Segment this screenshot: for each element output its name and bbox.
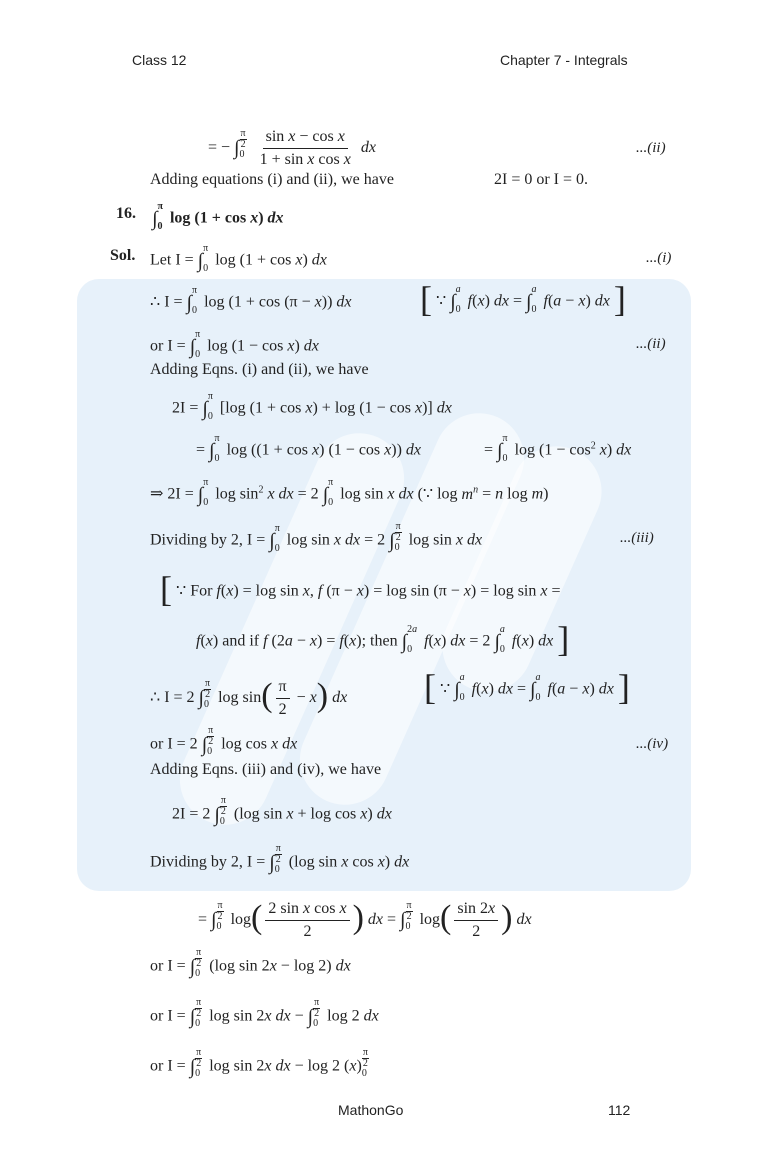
equation-tag: ...(iii) bbox=[620, 530, 654, 546]
equation-line: 2I = ∫ π 0 [log (1 + cos x) + log (1 − cos x)] dx bbox=[172, 391, 452, 422]
equation-line: 2I = 2 ∫ π 2 0 (log sin x + log cos x) dx bbox=[172, 795, 392, 827]
solution-label: Sol. bbox=[110, 247, 136, 264]
equation-line: ∴ I = 2 ∫ π 2 0 log sin( $\frac{\pi}{2}$ − x) dx bbox=[150, 677, 348, 718]
equation-line: or I = 2 ∫ π 2 0 log cos x dx bbox=[150, 725, 298, 757]
result-text: 2I = 0 or I = 0. bbox=[494, 171, 589, 188]
adding-equations-text: Adding Eqns. (iii) and (iv), we have bbox=[150, 761, 382, 778]
equation-line: ∴ I = ∫ π 0 log (1 + cos (π − x)) dx bbox=[150, 285, 352, 316]
equation-line: ⇒ 2I = ∫ π 0 $\log \sin^2 x$ dx = 2 ∫ π 0 log sin x dx (∵ $\log m^n = n$ log m) bbox=[150, 477, 549, 508]
equation-line: = ∫ π 0 $\log (1 - \cos^2 x)$ dx bbox=[484, 433, 632, 464]
equation-line: Dividing by 2, I = ∫ π 2 0 (log sin x cos x) dx bbox=[150, 843, 410, 875]
footer-brand: MathonGo bbox=[338, 1102, 404, 1118]
equation-line: or I = ∫ π 2 0 (log sin 2x − log 2) dx bbox=[150, 947, 351, 979]
property-note: [ ∵ For f(x) = log sin x, f (π − x) = log sin (π − x) = log sin x = bbox=[160, 569, 561, 609]
equation-line: = − ∫ π 2 0 $\frac{\text{sin x − cos x}}{\text{1 + sin x cos x}}$ dx bbox=[208, 128, 376, 168]
equation-line: = ∫ π 0 log ((1 + cos x) (1 − cos x)) dx bbox=[196, 433, 422, 464]
header-class: Class 12 bbox=[132, 52, 187, 68]
equation-tag: ...(ii) bbox=[636, 140, 666, 156]
adding-equations-text: Adding equations (i) and (ii), we have bbox=[150, 171, 394, 188]
equation-line: or I = ∫ π 2 0 log sin 2x dx − ∫ π 2 0 log 2 dx bbox=[150, 997, 379, 1029]
header-chapter: Chapter 7 - Integrals bbox=[500, 52, 628, 68]
equation-line: = ∫ π 2 0 log( $\frac{\text{2 sin x cos x}}{2}$ ) dx = ∫ π 2 0 log( $\frac{\sin 2x}{2}$ ) dx bbox=[198, 899, 532, 940]
equation-line: or I = ∫ π 0 log (1 − cos x) dx bbox=[150, 329, 319, 360]
equation-tag: ...(iv) bbox=[636, 736, 669, 752]
equation-tag: ...(ii) bbox=[636, 336, 666, 352]
equation-line: Dividing by 2, I = ∫ π 0 log sin x dx = 2 ∫ π 2 0 log sin x dx bbox=[150, 521, 483, 554]
property-bracket: [ ∵ ∫ a 0 f(x) dx = ∫ a 0 f(a − x) dx ] bbox=[420, 279, 626, 319]
property-bracket: [ ∵ ∫ a 0 f(x) dx = ∫ a 0 f(a − x) dx ] bbox=[424, 667, 630, 707]
property-note: f(x) and if f (2a − x) = f(x); then ∫ 2a 0 f(x) dx = 2 ∫ a 0 f(x) dx ] bbox=[196, 619, 570, 659]
question-expression: ∫ π 0 log (1 + cos x) dx bbox=[152, 201, 284, 232]
page-number: 112 bbox=[608, 1102, 631, 1118]
equation-tag: ...(i) bbox=[646, 250, 672, 266]
adding-equations-text: Adding Eqns. (i) and (ii), we have bbox=[150, 361, 369, 378]
equation-line: Let I = ∫ π 0 log (1 + cos x) dx bbox=[150, 243, 327, 274]
question-number: 16. bbox=[116, 205, 136, 222]
equation-line: or I = ∫ π 2 0 log sin 2x dx − log 2 (x) π 2 0 bbox=[150, 1047, 368, 1079]
